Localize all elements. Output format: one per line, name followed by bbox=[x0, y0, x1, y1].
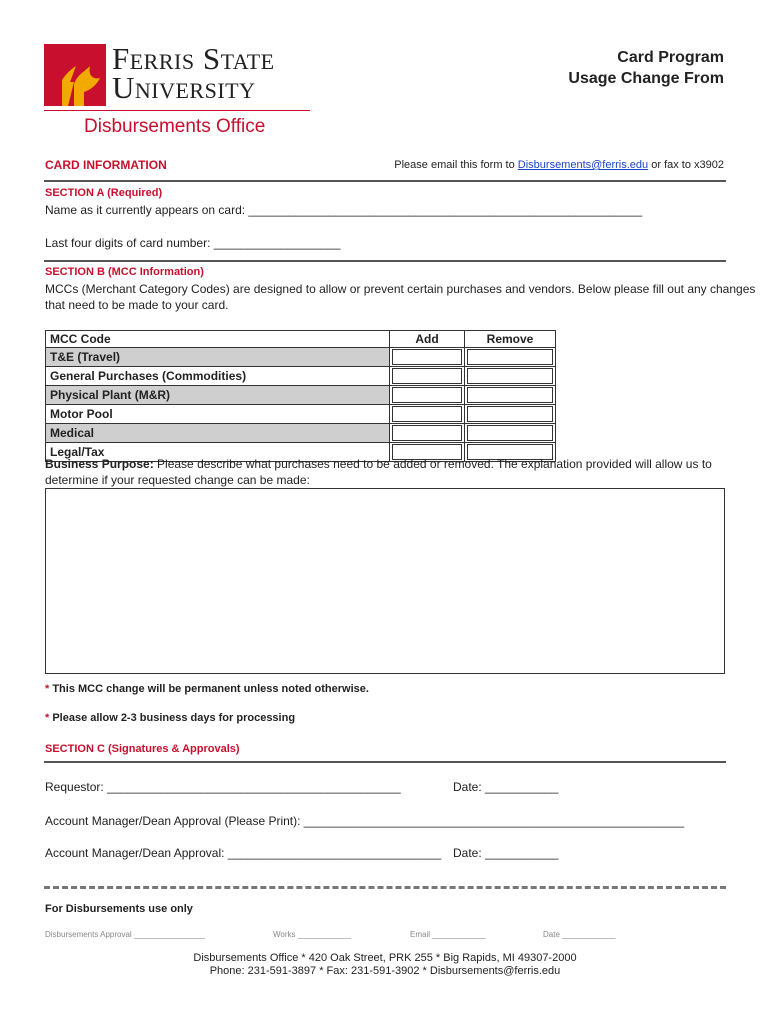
email-field[interactable]: Email ____________ bbox=[410, 930, 486, 939]
remove-checkbox[interactable] bbox=[465, 367, 556, 386]
header-remove: Remove bbox=[465, 331, 556, 348]
logo-name-line1: Ferris State bbox=[112, 41, 275, 76]
approval-print-field[interactable]: Account Manager/Dean Approval (Please Print): _________________________________________________________ bbox=[45, 814, 685, 828]
logo-divider bbox=[44, 110, 310, 111]
mcc-row-label: General Purchases (Commodities) bbox=[46, 367, 390, 386]
logo-office-name: Disbursements Office bbox=[84, 116, 266, 137]
last-four-digits-field[interactable]: Last four digits of card number: ___________________ bbox=[45, 236, 341, 250]
email-instruction-suffix: or fax to x3902 bbox=[648, 159, 724, 171]
table-row bbox=[46, 405, 556, 424]
mcc-row-label: Physical Plant (M&R) bbox=[46, 386, 390, 405]
form-title-line1: Card Program bbox=[617, 49, 724, 66]
form-title-line2: Usage Change From bbox=[568, 70, 724, 87]
footer-line1: Disbursements Office * 420 Oak Street, PRK 255 * Big Rapids, MI 49307-2000 bbox=[193, 952, 577, 964]
email-instruction-prefix: Please email this form to bbox=[394, 159, 518, 171]
mcc-row-label: T&E (Travel) bbox=[46, 348, 390, 367]
add-checkbox[interactable] bbox=[390, 386, 465, 405]
business-purpose-label: Business Purpose: bbox=[45, 457, 154, 471]
logo-name-line2: University bbox=[112, 70, 256, 105]
card-information-heading: CARD INFORMATION bbox=[45, 158, 167, 172]
header-add: Add bbox=[390, 331, 465, 348]
add-checkbox[interactable] bbox=[390, 348, 465, 367]
ferris-flame-logo-icon bbox=[44, 44, 106, 106]
header-mcc-code: MCC Code bbox=[46, 331, 390, 348]
business-purpose-line2: determine if your requested change can be made: bbox=[45, 473, 310, 487]
mcc-description-line1: MCCs (Merchant Category Codes) are designed to allow or prevent certain purchases and vendors. Below please fill out any changes bbox=[45, 282, 756, 296]
disbursements-email-link[interactable]: Disbursements@ferris.edu bbox=[517, 159, 649, 171]
footer-line2: Phone: 231-591-3897 * Fax: 231-591-3902 * Disbursements@ferris.edu bbox=[209, 965, 561, 977]
mcc-description-line2: that need to be made to your card. bbox=[45, 298, 229, 312]
divider-section-a bbox=[44, 260, 726, 262]
date-field[interactable]: Date ____________ bbox=[543, 930, 616, 939]
disbursements-use-heading: For Disbursements use only bbox=[45, 903, 193, 915]
approval-signature-field[interactable]: Account Manager/Dean Approval: ________________________________ bbox=[45, 846, 442, 860]
business-purpose-textarea[interactable] bbox=[45, 488, 725, 674]
processing-time-text: Please allow 2-3 business days for processing bbox=[49, 712, 296, 724]
table-row bbox=[46, 424, 556, 443]
section-c-heading: SECTION C (Signatures & Approvals) bbox=[45, 743, 240, 755]
email-instruction bbox=[394, 159, 724, 171]
mcc-row-label: Medical bbox=[46, 424, 390, 443]
disbursements-approval-field[interactable]: Disbursements Approval ________________ bbox=[45, 930, 206, 939]
requestor-date-field[interactable]: Date: ___________ bbox=[453, 780, 559, 794]
approval-date-field[interactable]: Date: ___________ bbox=[453, 846, 559, 860]
business-purpose-line1 bbox=[45, 457, 712, 471]
section-a-heading: SECTION A (Required) bbox=[45, 187, 163, 199]
works-field[interactable]: Works ____________ bbox=[273, 930, 352, 939]
remove-checkbox[interactable] bbox=[465, 424, 556, 443]
remove-checkbox[interactable] bbox=[465, 386, 556, 405]
add-checkbox[interactable] bbox=[390, 367, 465, 386]
mcc-table bbox=[45, 330, 556, 462]
remove-checkbox[interactable] bbox=[465, 405, 556, 424]
business-purpose-text: Please describe what purchases need to be added or removed. The explanation provided will allow us to bbox=[153, 457, 712, 471]
footer-address bbox=[0, 952, 770, 978]
form-title bbox=[568, 47, 724, 89]
divider-card-info bbox=[44, 180, 726, 182]
divider-section-c bbox=[44, 761, 726, 763]
table-row bbox=[46, 367, 556, 386]
permanent-change-text: This MCC change will be permanent unless noted otherwise. bbox=[49, 683, 369, 695]
name-on-card-field[interactable]: Name as it currently appears on card: ___________________________________________________________ bbox=[45, 203, 643, 217]
table-row bbox=[46, 386, 556, 405]
dashed-divider bbox=[44, 886, 726, 889]
remove-checkbox[interactable] bbox=[465, 348, 556, 367]
table-row bbox=[46, 348, 556, 367]
note-asterisk: * bbox=[45, 712, 50, 724]
add-checkbox[interactable] bbox=[390, 424, 465, 443]
processing-time-note bbox=[45, 712, 295, 724]
ferris-state-logo bbox=[44, 41, 312, 140]
mcc-row-label: Motor Pool bbox=[46, 405, 390, 424]
note-asterisk: * bbox=[45, 683, 50, 695]
mcc-table-header bbox=[46, 331, 556, 348]
section-b-heading: SECTION B (MCC Information) bbox=[45, 266, 204, 278]
mcc-row-label: Legal/Tax bbox=[46, 443, 390, 462]
add-checkbox[interactable] bbox=[390, 405, 465, 424]
permanent-change-note bbox=[45, 683, 369, 695]
requestor-field[interactable]: Requestor: ____________________________________________ bbox=[45, 780, 401, 794]
